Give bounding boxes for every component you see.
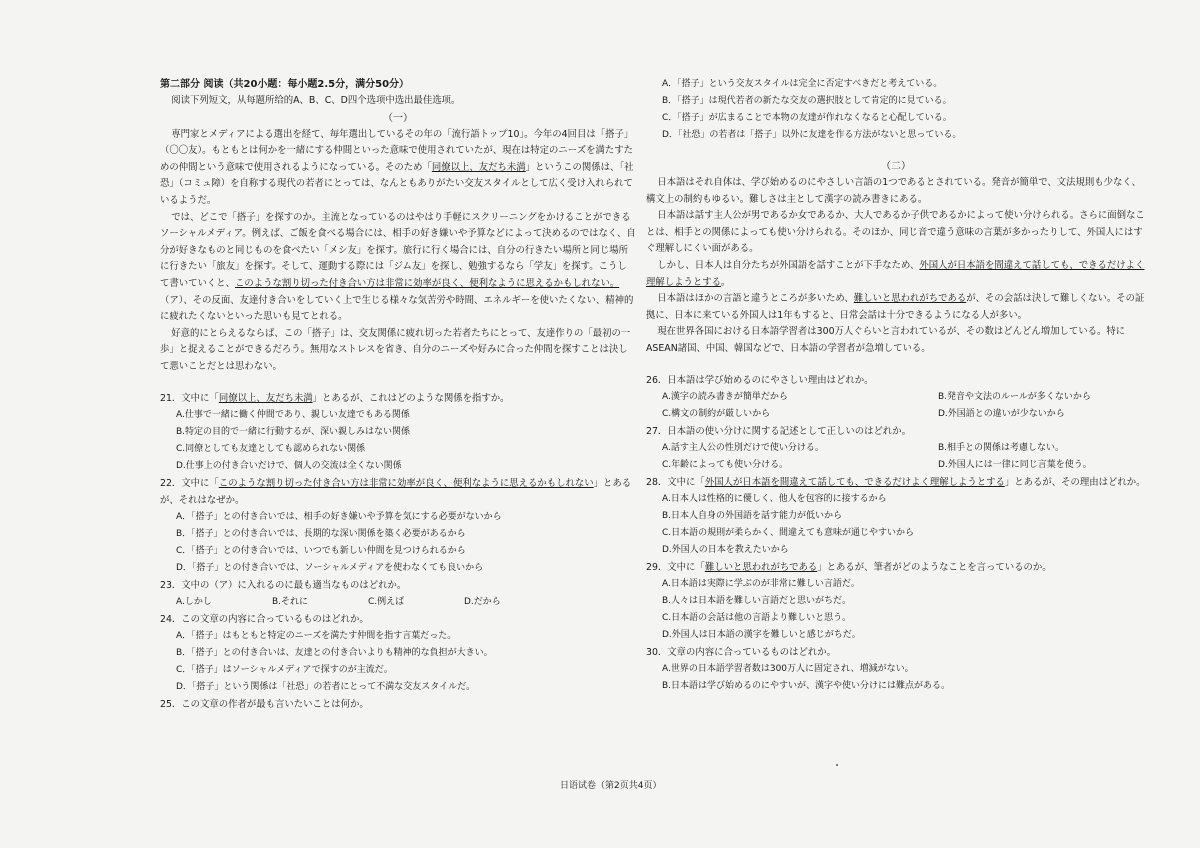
q23-options	[176, 594, 636, 611]
question-30: 30．文章の内容に合っているものはどれか。	[646, 646, 837, 658]
part-title: 第二部分 阅读（共20小题：每小题2.5分，满分50分）	[160, 79, 410, 90]
q21-option-c: C.同僚としても友達としても認められない関係	[176, 443, 366, 454]
passage2-number: （二）	[881, 161, 911, 172]
q21-option-d: D.仕事上の付き合いだけで、個人の交流は全くない関係	[176, 460, 402, 471]
question-22: 22．文中に「このような割り切った付き合い方は非常に効率が良く、便利なように思えるかもしれない」とあるが、それはなぜか。	[160, 477, 632, 506]
q28-option-d: D.外国人の日本を教えたいから	[662, 544, 789, 555]
passage2-paragraph5: 現在世界各国における日本語学習者は300万人ぐらいと言われているが、その数はどんどん増加している。特にASEAN諸国、中国、韓国などで、日本語の学習者が急増している。	[646, 326, 1126, 354]
q22-option-c: C．「搭子」との付き合いでは、いつでも新しい仲間を見つけられるから	[176, 545, 466, 556]
q24-option-a: A．「搭子」はもともと特定のニーズを満たす仲間を指す言葉だった。	[176, 630, 457, 641]
question-29: 29．文中に「難しいと思われがちである」とあるが、筆者がどのようなことを言っているのか。	[646, 561, 1052, 573]
q23-option-c: C.例えば	[368, 596, 405, 607]
passage1-paragraph3: 好意的にとらえるならば、この「搭子」は、交友関係に疲れ切った若者たちにとって、友達作りの「最初の一歩」と捉えることができるだろう。無用なストレスを省き、自分のニーズや好みに合った仲間を探すことは決して悪いことだとは思わない。	[160, 327, 631, 372]
q26-option-d: D.外国語との違いが少ないから	[938, 408, 1065, 419]
question-27: 27．日本語の使い分けに関する記述として正しいのはどれか。	[646, 425, 912, 437]
q24-option-c: C．「搭子」はソーシャルメディアで探すのが主流だ。	[176, 664, 393, 675]
q23-option-b: B.それに	[272, 596, 309, 607]
question-25: 25．この文章の作者が最も言いたいことは何か。	[160, 698, 369, 710]
q29-option-d: D.外国人は日本語の漢字を難しいと感じがちだ。	[662, 629, 861, 640]
q25-option-c: C．「搭子」が広まることで本物の友達が作れなくなると心配している。	[662, 113, 952, 123]
q28-option-b: B.日本人自身の外国語を話す能力が低いから	[662, 510, 843, 521]
passage1-paragraph2: では、どこで「搭子」を探すのか。主流となっているのはやはり手軽にスクリーニングをかけることができるソーシャルメディア。例えば、ご飯を食べる場合には、相手の好き嫌いや予算などによって決めるのではなく、自分が好きなものと同じものを食べたい「メシ友」を探す。旅行に行く場合には、自分の行きたい場所と同じ場所に行きたい「旅友」を探す。そして、運動する際には「ジム友」を探し、勉強するなら「学友」を探す。こうして書いていくと、このような割り切った付き合い方は非常に効率が良く、便利なように思えるかもしれない。（ア）、その反面、友達付き合いをしていく上で生じる様々な気苦労や時間、エネルギーを使いたくない、精神的に疲れたくないといった思いも見てとれる。	[160, 211, 636, 323]
q25-option-d: D．「社恐」の若者は「搭子」以外に友達を作る方法がないと思っている。	[662, 130, 962, 140]
question-21: 21．文中に「同僚以上、友だち未満」とあるが、これはどのような関係を指すか。	[160, 392, 510, 404]
passage2-paragraph2: 日本語は話す主人公が男であるか女であるか、大人であるか子供であるかによって使い分けられる。さらに面倒なことは、相手との関係によっても使い分けられる。そのほか、同じ音で違う意味の言葉が多かったりして、外国人にはすぐ理解しにくい面がある。	[646, 210, 1145, 255]
passage2-paragraph4: 日本語はほかの言語と違うところが多いため、難しいと思われがちであるが、その会話は決して難しくない。その証拠に、日本に来ている外国人は1年もすると、日常会話は十分できるようになる人が多い。	[646, 293, 1145, 321]
right-column	[646, 76, 1146, 695]
q28-option-c: C.日本語の規則が柔らかく、間違えても意味が通じやすいから	[662, 527, 914, 538]
question-26: 26．日本語は学び始めるのにやさしい理由はどれか。	[646, 374, 874, 386]
q22-option-b: B．「搭子」との付き合いでは、長期的な深い関係を築く必要があるから	[176, 528, 466, 539]
question-24: 24．この文章の内容に合っているものはどれか。	[160, 613, 369, 625]
q25-option-b: B．「搭子」は現代若者の新たな交友の選択肢として肯定的に見ている。	[662, 96, 952, 106]
q24-option-b: B．「搭子」との付き合いは、友達との付き合いよりも精神的な負担が大きい。	[176, 647, 493, 658]
question-23: 23．文中の（ア）に入れるのに最も適当なものはどれか。	[160, 579, 407, 591]
q27-option-b: B.相手との関係は考慮しない。	[938, 442, 1065, 453]
q21-option-a: A.仕事で一緒に働く仲間であり、親しい友達でもある関係	[176, 409, 410, 420]
q27-option-d: D.外国人には一律に同じ言葉を使う。	[938, 459, 1092, 470]
passage2-paragraph1: 日本語はそれ自体は、学び始めるのにやさしい言語の1つであるとされている。発音が簡単で、文法規則も少なく、構文上の制約もゆるい。難しさは主として漢字の読み書きにある。	[646, 177, 1141, 205]
q22-option-a: A．「搭子」との付き合いでは、相手の好き嫌いや予算を気にする必要がないから	[176, 511, 502, 522]
q22-option-d: D．「搭子」との付き合いでは、ソーシャルメディアを使わなくても良いから	[176, 562, 484, 573]
q26-options	[662, 389, 1146, 423]
q23-option-a: A.しかし	[176, 596, 212, 607]
instruction: 阅读下列短文，从每题所给的A、B、C、D四个选项中选出最佳选项。	[171, 95, 461, 106]
q27-options	[662, 440, 1146, 474]
q26-option-b: B.発音や文法のルールが多くないから	[938, 391, 1091, 402]
q26-option-a: A.漢字の読み書きが簡単だから	[662, 391, 788, 402]
question-28: 28．文中に「外国人が日本語を間違えて話しても、できるだけよく理解しようとする」とあるが、その理由はどれか。	[646, 476, 1146, 488]
q27-option-c: C.年齢によっても使い分ける。	[662, 459, 789, 470]
q24-option-d: D．「搭子」という関係は「社恐」の若者にとって不満な交友スタイルだ。	[176, 681, 476, 692]
q29-option-b: B.人々は日本語を難しい言語だと思いがちだ。	[662, 595, 852, 606]
q21-option-b: B.特定の目的で一緒に行動するが、深い親しみはない関係	[176, 426, 411, 437]
passage1-paragraph1: 専門家とメディアによる選出を経て、毎年選出しているその年の「流行語トップ10」。今年の4回目は「搭子」（〇〇友）。もともとは何かを一緒にする仲間といった意味で使用されていたが、現在は特定のニーズを満たすための仲間という意味で使用されるようになっている。そのため「同僚以上、友だち未満」というこの関係は、「社恐」（コミュ障）を自称する現代の若者にとっては、なんともありがたい交友スタイルとして広く受け入れられているようだ。	[160, 128, 634, 206]
left-column	[160, 76, 636, 713]
q23-option-d: D.だから	[464, 596, 501, 607]
page-footer: 日语试卷（第2页共4页）	[560, 781, 662, 791]
q29-option-c: C.日本語の会話は他の言語より難しいと思う。	[662, 612, 852, 623]
q29-option-a: A.日本語は実際に学ぶのが非常に難しい言語だ。	[662, 578, 860, 589]
q27-option-a: A.話す主人公の性別だけで使い分ける。	[662, 442, 824, 453]
passage2-paragraph3: しかし、日本人は自分たちが外国語を話すことが下手なため、外国人が日本語を間違えて話しても、できるだけよく理解しようとする。	[646, 259, 1145, 288]
q30-option-b: B.日本語は学び始めるのにやすいが、漢字や使い分けには難点がある。	[662, 680, 951, 691]
q28-option-a: A.日本人は性格的に優しく、他人を包容的に接するから	[662, 493, 887, 504]
scan-speck	[836, 764, 838, 766]
passage1-number: （一）	[383, 112, 413, 124]
q30-option-a: A.世界の日本語学習者数は300万人に固定され、増減がない。	[662, 663, 914, 674]
q26-option-c: C.構文の制約が厳しいから	[662, 408, 771, 419]
q25-option-a: A．「搭子」という交友スタイルは完全に否定すべきだと考えている。	[662, 79, 943, 89]
